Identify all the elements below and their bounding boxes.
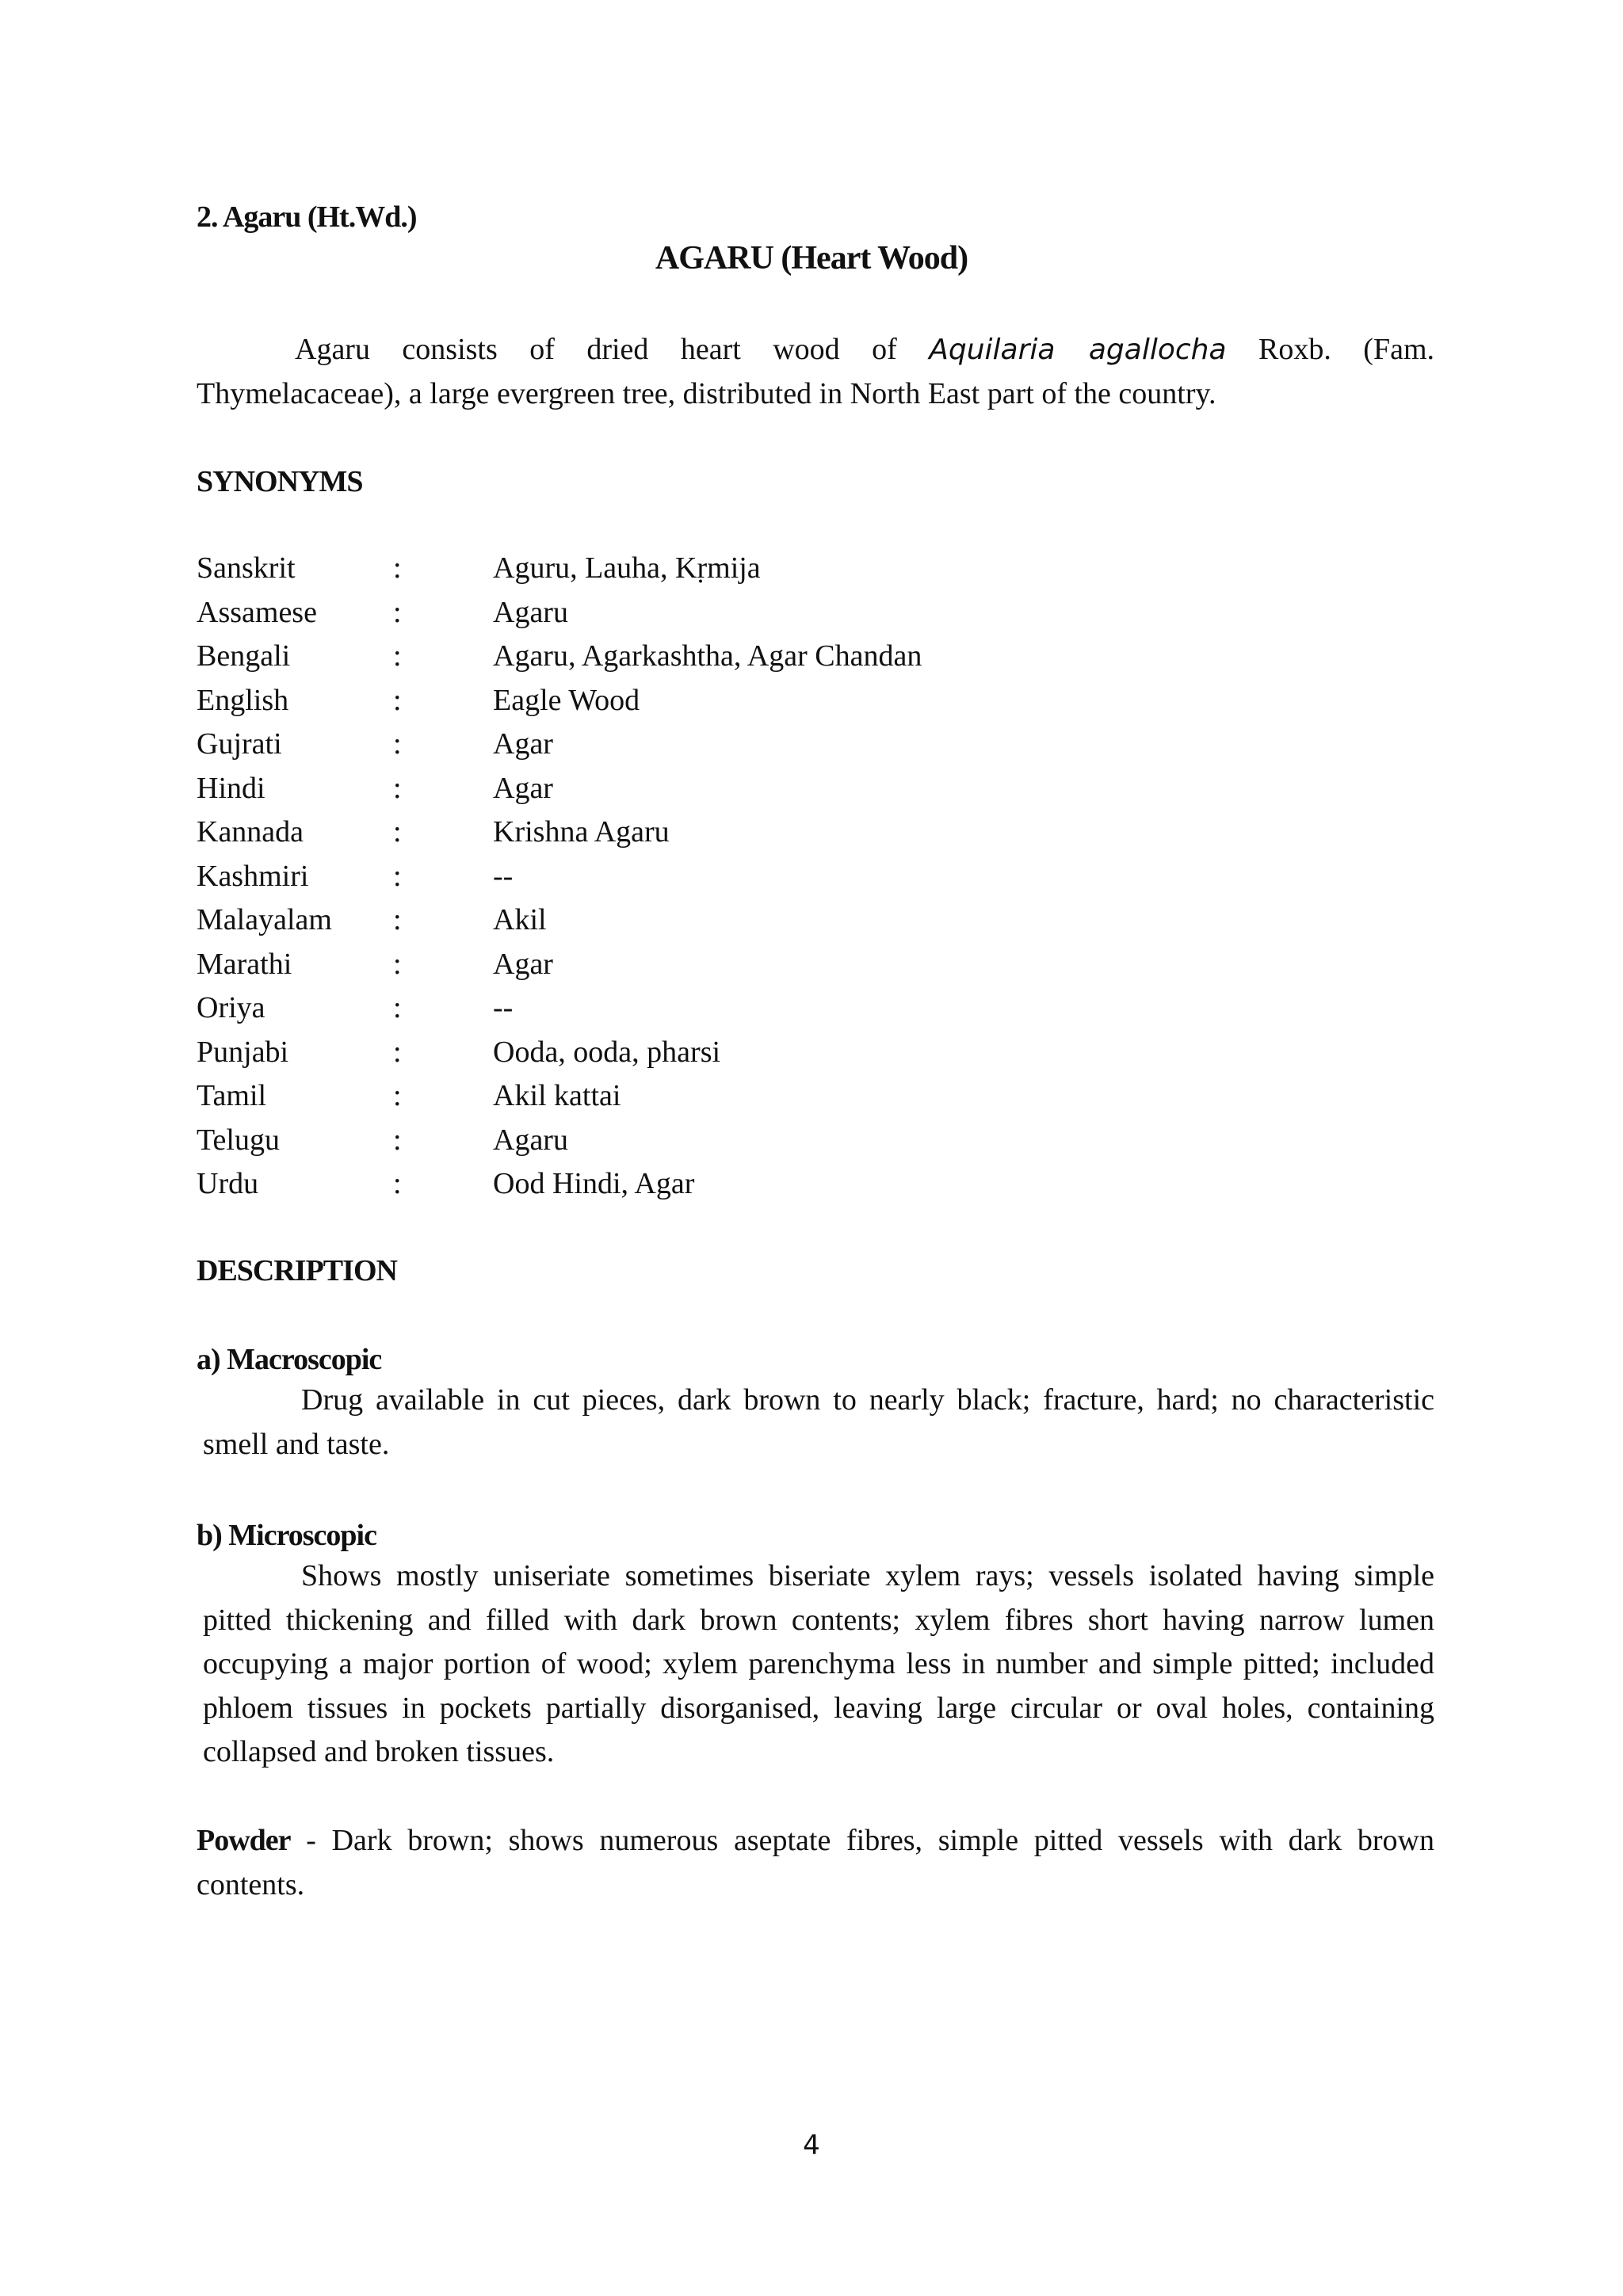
synonym-language: Urdu (197, 1167, 259, 1200)
section-number: 2. Agaru (Ht.Wd.) (197, 200, 417, 234)
page-title: AGARU (Heart Wood) (655, 240, 968, 277)
synonym-separator: : (393, 1123, 402, 1157)
synonym-row (197, 679, 1148, 723)
synonym-separator: : (393, 947, 402, 981)
synonym-row (197, 767, 1148, 811)
synonym-separator: : (393, 1035, 402, 1069)
synonym-names: Krishna Agaru (493, 815, 670, 849)
synonym-names: Ood Hindi, Agar (493, 1167, 695, 1200)
synonym-language: Telugu (197, 1123, 280, 1157)
synonyms-table (197, 547, 1148, 1207)
synonym-row (197, 1162, 1148, 1207)
synonym-language: Kashmiri (197, 859, 309, 893)
synonym-separator: : (393, 903, 402, 936)
synonym-separator: : (393, 991, 402, 1024)
synonym-names: Agaru, Agarkashtha, Agar Chandan (493, 639, 922, 673)
synonym-language: Kannada (197, 815, 304, 849)
microscopic-heading: b) Microscopic (197, 1519, 376, 1552)
synonym-names: Agaru (493, 595, 568, 629)
description-heading: DESCRIPTION (197, 1254, 397, 1287)
synonym-row (197, 635, 1148, 679)
powder-label: Powder (197, 1824, 291, 1857)
page-number: 4 (803, 2130, 820, 2161)
intro-text-end: Roxb. (Fam. (1258, 333, 1435, 366)
synonyms-heading: SYNONYMS (197, 465, 363, 498)
synonym-names: Agar (493, 771, 553, 805)
powder-paragraph (197, 1819, 1434, 1907)
synonym-names: -- (493, 859, 514, 893)
synonym-separator: : (393, 1167, 402, 1200)
synonym-language: Punjabi (197, 1035, 289, 1069)
synonym-separator: : (393, 727, 402, 761)
synonym-row (197, 1119, 1148, 1163)
synonym-row (197, 898, 1148, 943)
synonym-row (197, 943, 1148, 987)
synonym-names: Eagle Wood (493, 683, 640, 717)
synonym-separator: : (393, 1079, 402, 1112)
synonym-names: Akil (493, 903, 547, 936)
synonym-names: Akil kattai (493, 1079, 621, 1112)
synonym-separator: : (393, 859, 402, 893)
synonym-row (197, 855, 1148, 899)
synonym-row (197, 723, 1148, 767)
synonym-names: Aguru, Lauha, Kṛmija (493, 551, 761, 585)
synonym-separator: : (393, 639, 402, 673)
macroscopic-text (203, 1379, 1434, 1466)
synonym-row (197, 547, 1148, 591)
synonym-separator: : (393, 771, 402, 805)
synonym-separator: : (393, 551, 402, 585)
synonym-language: Hindi (197, 771, 265, 805)
macroscopic-body: Drug available in cut pieces, dark brown to nearly black; fracture, hard; no characteristic smell and taste. (203, 1383, 1434, 1461)
synonym-separator: : (393, 595, 402, 629)
synonym-row (197, 810, 1148, 855)
synonym-language: English (197, 683, 289, 717)
species-name: Aquilaria agallocha (929, 334, 1227, 366)
synonym-separator: : (393, 815, 402, 849)
synonym-language: Bengali (197, 639, 291, 673)
synonym-language: Sanskrit (197, 551, 296, 585)
synonym-separator: : (393, 683, 402, 717)
microscopic-body: Shows mostly uniseriate sometimes biseriate xylem rays; vessels isolated having simple pitted thickening and filled with dark brown contents; xylem fibres short having narrow lumen occupying a major portion of wood; xylem parenchyma less in number and simple pitted; included phloem tissues in pockets partially disorganised, leaving large circular or oval holes, containing collapsed and broken tissues. (203, 1559, 1434, 1768)
synonym-row (197, 591, 1148, 635)
synonym-names: Agaru (493, 1123, 568, 1157)
intro-line-1 (197, 328, 1434, 372)
synonym-language: Malayalam (197, 903, 332, 936)
synonym-row (197, 1031, 1148, 1075)
macroscopic-heading: a) Macroscopic (197, 1343, 382, 1376)
synonym-language: Oriya (197, 991, 265, 1024)
intro-paragraph (197, 328, 1434, 416)
synonym-names: Agar (493, 727, 553, 761)
synonym-language: Tamil (197, 1079, 267, 1112)
synonym-language: Gujrati (197, 727, 282, 761)
synonym-language: Assamese (197, 595, 317, 629)
synonym-language: Marathi (197, 947, 292, 981)
synonym-names: -- (493, 991, 514, 1024)
intro-line-2: Thymelacaceae), a large evergreen tree, distributed in North East part of the country. (197, 376, 1216, 410)
synonym-row (197, 986, 1148, 1031)
intro-text-start: Agaru consists of dried heart wood of (295, 333, 897, 366)
synonym-row (197, 1074, 1148, 1119)
synonym-names: Agar (493, 947, 553, 981)
microscopic-text (203, 1554, 1434, 1775)
synonym-names: Ooda, ooda, pharsi (493, 1035, 721, 1069)
powder-text: - Dark brown; shows numerous aseptate fibres, simple pitted vessels with dark brown contents. (197, 1824, 1434, 1901)
